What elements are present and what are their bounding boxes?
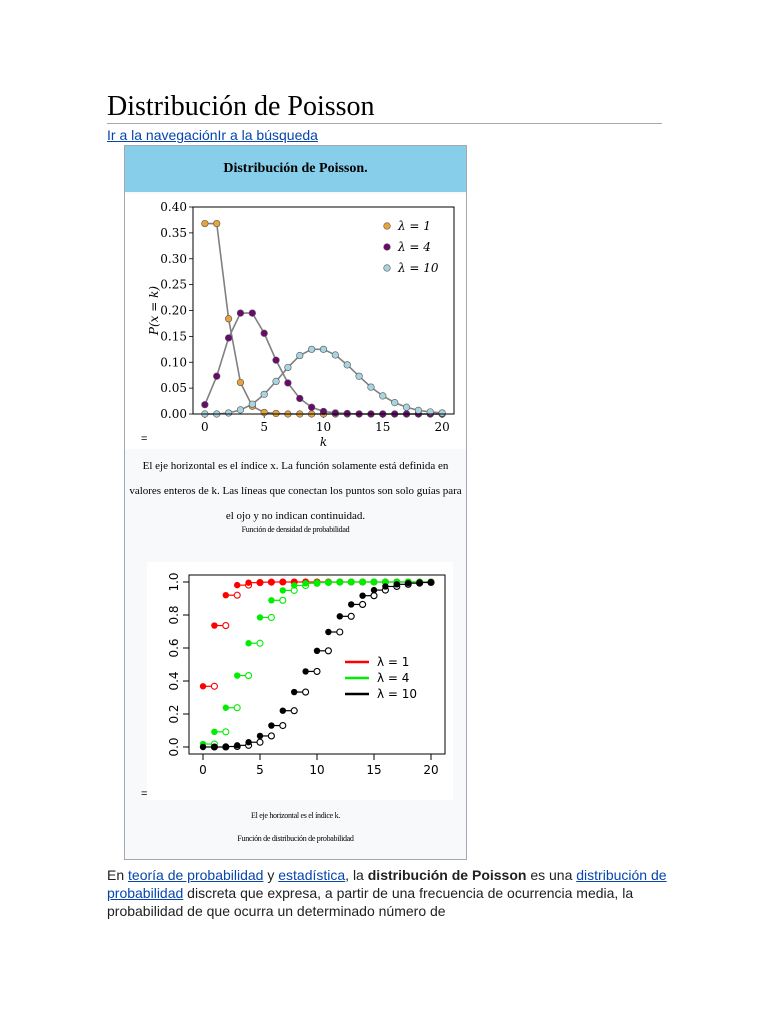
- data-point: [359, 592, 365, 598]
- data-point: [302, 580, 308, 586]
- y-tick-label: 0.4: [167, 671, 181, 691]
- nav-link[interactable]: Ir a la navegación: [107, 127, 218, 143]
- data-point: [211, 744, 217, 750]
- data-point: [356, 373, 363, 380]
- intro-paragraph: [107, 866, 667, 920]
- y-axis-label: P(x = k): [147, 285, 161, 336]
- legend-label: λ = 4: [377, 671, 410, 685]
- data-point: [225, 335, 232, 342]
- data-point: [320, 346, 327, 353]
- data-point: [302, 668, 308, 674]
- intro-bold-term: distribución de Poisson: [367, 867, 527, 883]
- pmf-caption-title: Función de densidad de probabilidad: [241, 525, 350, 534]
- data-point: [332, 352, 339, 359]
- data-point: [280, 579, 286, 585]
- intro-text: discreta que expresa, a partir de una frecuencia de ocurrencia media, la probabilidad de que ocurra un determinado número de: [107, 885, 634, 919]
- data-point: [296, 395, 303, 402]
- open-point: [325, 648, 331, 654]
- data-point: [223, 743, 229, 749]
- open-point: [268, 614, 274, 620]
- data-point: [348, 601, 354, 607]
- data-point: [234, 742, 240, 748]
- data-point: [416, 579, 422, 585]
- data-point: [245, 739, 251, 745]
- y-tick-label: 0.25: [160, 277, 187, 292]
- cdf-chart: [147, 562, 453, 800]
- data-point: [261, 391, 268, 398]
- data-point: [380, 393, 387, 400]
- open-point: [211, 683, 217, 689]
- data-point: [296, 352, 303, 359]
- open-point: [291, 708, 297, 714]
- open-point: [246, 673, 252, 679]
- y-tick-label: 0.40: [160, 200, 187, 214]
- data-point: [439, 410, 446, 417]
- data-point: [234, 672, 240, 678]
- x-tick-label: 15: [375, 420, 391, 434]
- open-point: [348, 613, 354, 619]
- open-point: [223, 623, 229, 629]
- y-tick-label: 0.00: [160, 407, 187, 421]
- legend-marker: [384, 223, 391, 230]
- data-point: [234, 582, 240, 588]
- open-point: [360, 601, 366, 607]
- data-point: [314, 648, 320, 654]
- y-tick-label: 0.2: [167, 704, 181, 724]
- data-point: [268, 722, 274, 728]
- data-point: [273, 378, 280, 385]
- link-statistics[interactable]: estadística: [278, 867, 346, 883]
- open-point: [280, 597, 286, 603]
- y-tick-label: 0.0: [167, 737, 181, 757]
- data-point: [280, 587, 286, 593]
- pmf-chart: [125, 194, 466, 449]
- skip-links: [107, 127, 318, 144]
- legend-label: λ = 10: [377, 687, 418, 701]
- data-point: [344, 362, 351, 369]
- data-point: [273, 410, 280, 417]
- data-point: [225, 315, 232, 322]
- equals-sign: =: [141, 788, 148, 800]
- y-tick-label: 0.05: [160, 381, 187, 396]
- data-point: [371, 587, 377, 593]
- data-point: [394, 581, 400, 587]
- data-point: [273, 357, 280, 364]
- data-point: [314, 579, 320, 585]
- data-point: [337, 579, 343, 585]
- data-point: [237, 407, 244, 414]
- x-tick-label: 15: [366, 763, 382, 777]
- data-point: [245, 579, 251, 585]
- data-point: [428, 579, 434, 585]
- data-point: [405, 580, 411, 586]
- legend-label: λ = 1: [398, 219, 431, 233]
- data-point: [344, 410, 351, 417]
- open-point: [371, 593, 377, 599]
- infobox: [124, 145, 467, 860]
- data-point: [308, 404, 315, 411]
- data-point: [291, 689, 297, 695]
- data-point: [245, 640, 251, 646]
- data-point: [391, 399, 398, 406]
- open-point: [257, 640, 263, 646]
- data-point: [371, 579, 377, 585]
- open-point: [234, 592, 240, 598]
- link-probability-distribution[interactable]: distribución de probabilidad: [107, 867, 667, 901]
- intro-text: En: [107, 867, 129, 883]
- intro-text: , la: [345, 867, 368, 883]
- x-tick-label: 20: [434, 420, 450, 434]
- x-tick-label: 0: [199, 763, 207, 777]
- x-tick-label: 5: [260, 420, 269, 434]
- title-divider: [107, 123, 662, 124]
- link-probability-theory[interactable]: teoría de probabilidad: [128, 867, 264, 883]
- legend-label: λ = 1: [377, 655, 410, 669]
- y-tick-label: 0.35: [160, 225, 187, 240]
- data-point: [223, 705, 229, 711]
- data-point: [325, 579, 331, 585]
- data-point: [200, 683, 206, 689]
- equals-sign: =: [141, 433, 148, 445]
- data-point: [257, 614, 263, 620]
- open-point: [234, 705, 240, 711]
- data-point: [285, 364, 292, 371]
- data-point: [200, 744, 206, 750]
- data-point: [325, 629, 331, 635]
- data-point: [213, 373, 220, 380]
- data-point: [257, 733, 263, 739]
- data-point: [415, 407, 422, 414]
- open-point: [223, 729, 229, 735]
- intro-text: es una: [526, 867, 577, 883]
- x-tick-label: 20: [423, 763, 439, 777]
- data-point: [237, 310, 244, 317]
- open-point: [268, 733, 274, 739]
- data-point: [261, 330, 268, 337]
- infobox-header: Distribución de Poisson.: [125, 146, 466, 192]
- data-point: [261, 409, 268, 416]
- data-point: [257, 579, 263, 585]
- open-point: [314, 668, 320, 674]
- data-point: [268, 597, 274, 603]
- y-tick-label: 0.8: [167, 605, 181, 625]
- data-point: [403, 404, 410, 411]
- legend-marker: [384, 244, 391, 251]
- y-tick-label: 0.30: [160, 251, 187, 266]
- x-axis-label: k: [319, 435, 328, 449]
- data-point: [368, 384, 375, 391]
- data-point: [202, 401, 209, 408]
- data-point: [225, 410, 232, 417]
- data-point: [291, 582, 297, 588]
- data-point: [202, 220, 209, 227]
- y-tick-label: 0.15: [160, 329, 187, 344]
- data-point: [359, 579, 365, 585]
- y-tick-label: 0.10: [160, 355, 187, 370]
- data-point: [285, 380, 292, 387]
- data-point: [348, 579, 354, 585]
- data-point: [268, 579, 274, 585]
- data-point: [337, 613, 343, 619]
- intro-text: y: [263, 867, 279, 883]
- x-tick-label: 10: [309, 763, 325, 777]
- data-point: [223, 592, 229, 598]
- data-point: [249, 310, 256, 317]
- y-tick-label: 1.0: [167, 572, 181, 592]
- open-point: [257, 739, 263, 745]
- cdf-caption-title: Función de distribución de probabilidad: [237, 834, 354, 843]
- open-point: [303, 689, 309, 695]
- search-link[interactable]: Ir a la búsqueda: [217, 127, 318, 143]
- data-point: [280, 708, 286, 714]
- data-point: [211, 622, 217, 628]
- data-point: [213, 220, 220, 227]
- y-tick-label: 0.20: [160, 303, 187, 318]
- legend-label: λ = 10: [398, 261, 439, 275]
- x-tick-label: 0: [201, 420, 209, 434]
- page-title: Distribución de Poisson: [107, 91, 375, 122]
- pmf-caption: El eje horizontal es el índice x. La función solamente está definida en valores enteros de k. Las líneas que conectan los puntos son solo guías para el ojo y no indican continuidad.: [129, 460, 462, 522]
- x-tick-label: 10: [315, 420, 332, 434]
- data-point: [249, 401, 256, 408]
- legend-label: λ = 4: [398, 240, 431, 254]
- data-point: [308, 346, 315, 353]
- data-point: [382, 583, 388, 589]
- legend-marker: [384, 265, 391, 272]
- open-point: [280, 723, 286, 729]
- cdf-caption: El eje horizontal es el índice k.: [251, 811, 340, 820]
- data-point: [332, 410, 339, 417]
- x-tick-label: 5: [256, 763, 264, 777]
- open-point: [337, 629, 343, 635]
- y-tick-label: 0.6: [167, 638, 181, 658]
- data-point: [237, 379, 244, 386]
- data-point: [211, 729, 217, 735]
